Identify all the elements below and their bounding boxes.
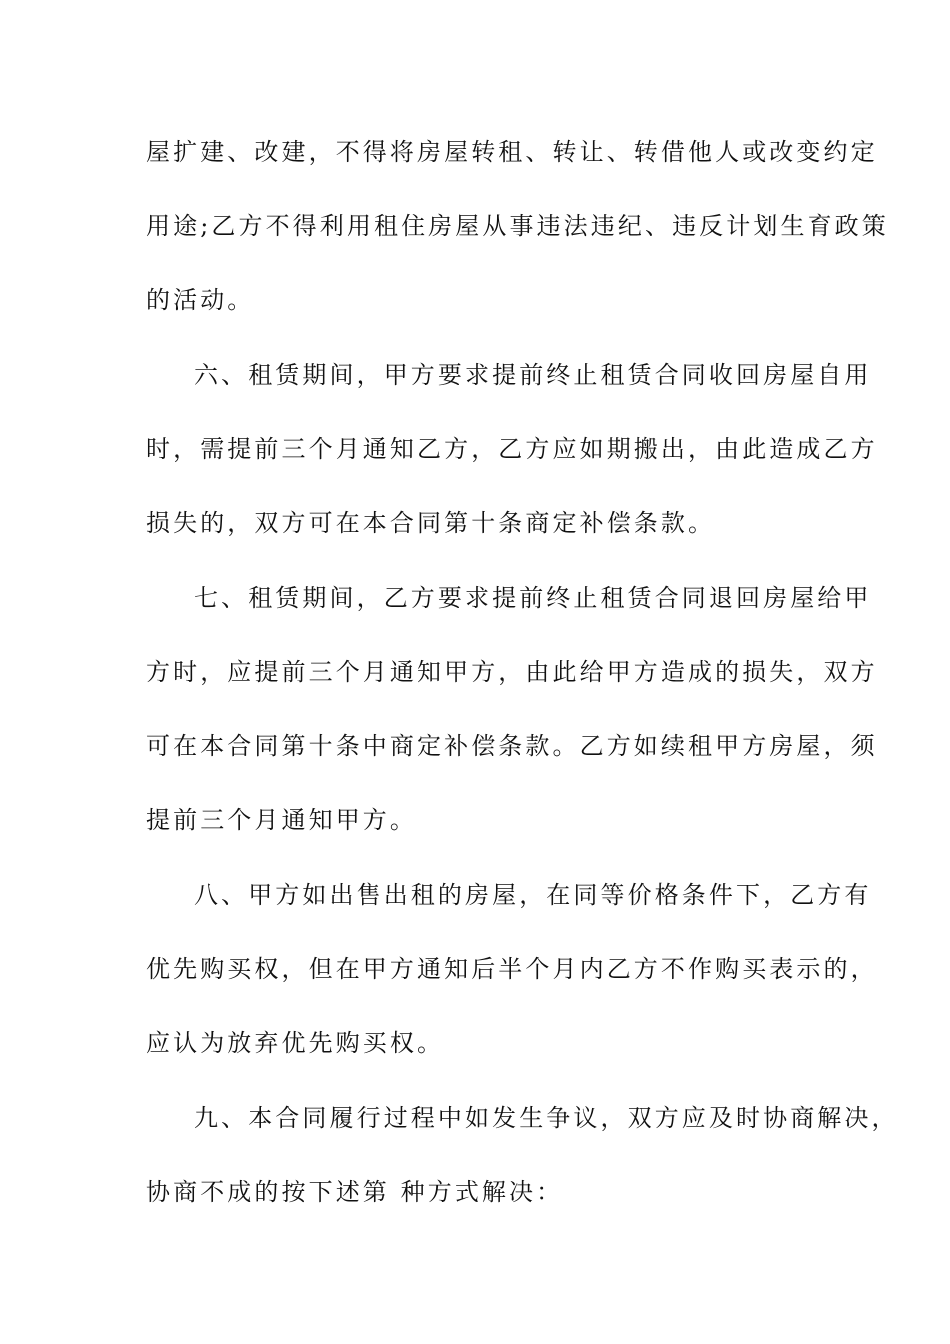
text-line: 时，需提前三个月通知乙方，乙方应如期搬出，由此造成乙方 (146, 435, 878, 463)
text-line: 的活动。 (146, 286, 255, 314)
text-line: 可在本合同第十条中商定补偿条款。乙方如续租甲方房屋，须 (146, 732, 878, 760)
text-line: 损失的，双方可在本合同第十条商定补偿条款。 (146, 509, 716, 537)
paragraph-seven-first-line: 七、租赁期间，乙方要求提前终止租赁合同退回房屋给甲 (194, 584, 872, 612)
text-line: 屋扩建、改建，不得将房屋转租、转让、转借他人或改变约定 (146, 138, 878, 166)
paragraph-six-first-line: 六、租赁期间，甲方要求提前终止租赁合同收回房屋自用 (194, 361, 872, 389)
paragraph-eight-first-line: 八、甲方如出售出租的房屋，在同等价格条件下，乙方有 (194, 881, 872, 909)
text-line: 提前三个月通知甲方。 (146, 806, 417, 834)
text-line: 用途;乙方不得利用租住房屋从事违法违纪、违反计划生育政策 (146, 212, 889, 240)
text-line: 应认为放弃优先购买权。 (146, 1029, 445, 1057)
paragraph-nine-first-line: 九、本合同履行过程中如发生争议，双方应及时协商解决， (194, 1104, 899, 1132)
text-line: 优先购买权，但在甲方通知后半个月内乙方不作购买表示的， (146, 955, 878, 983)
text-line: 方时，应提前三个月通知甲方，由此给甲方造成的损失，双方 (146, 658, 878, 686)
text-line: 协商不成的按下述第 种方式解决： (146, 1178, 564, 1206)
